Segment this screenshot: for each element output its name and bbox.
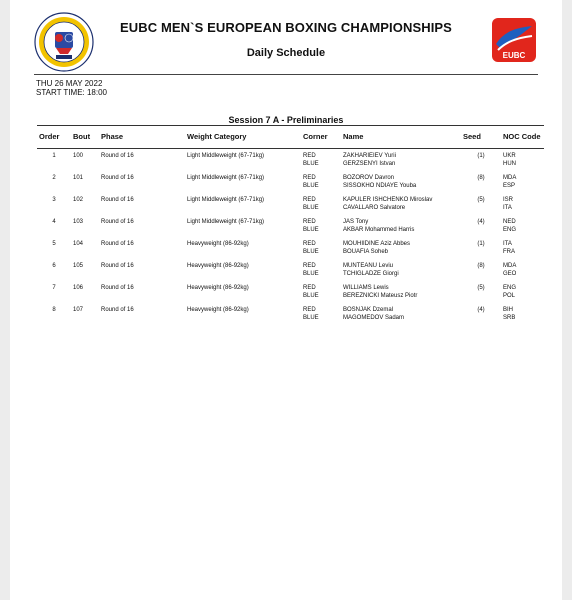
order-value: 6 <box>52 263 56 269</box>
noc-red: MDA <box>503 263 517 269</box>
boxer-name-red: MUNTEANU Leviu <box>343 263 394 269</box>
noc-cell <box>501 281 544 303</box>
order-value: 1 <box>52 153 56 159</box>
order-cell <box>37 215 71 237</box>
corner-red: RED <box>303 197 316 203</box>
weight-category: Light Middleweight (67-71kg) <box>187 219 265 225</box>
order-value: 5 <box>52 241 56 247</box>
table-row <box>37 237 544 259</box>
phase-value: Round of 16 <box>101 241 134 247</box>
phase-value: Round of 16 <box>101 175 134 181</box>
corner-blue: BLUE <box>303 161 319 167</box>
weight-category: Light Middleweight (67-71kg) <box>187 175 265 181</box>
weight-category: Heavyweight (86-92kg) <box>187 263 249 269</box>
boxer-name-red: MOUHIIDINE Aziz Abbes <box>343 241 411 247</box>
corner-red: RED <box>303 307 316 313</box>
phase-cell <box>99 237 185 259</box>
bout-cell <box>71 303 99 325</box>
order-value: 3 <box>52 197 56 203</box>
phase-cell <box>99 281 185 303</box>
eubc-logo-text: EUBC <box>502 51 526 60</box>
corner-red: RED <box>303 241 316 247</box>
order-cell <box>37 171 71 193</box>
noc-blue: ESP <box>503 183 516 189</box>
corner-cell <box>301 193 341 215</box>
seed-red: (5) <box>477 197 485 203</box>
seed-red: (1) <box>477 241 485 247</box>
bout-number: 107 <box>73 307 84 313</box>
seed-cell <box>461 259 501 281</box>
corner-red: RED <box>303 153 316 159</box>
corner-blue: BLUE <box>303 183 319 189</box>
name-cell <box>341 171 461 193</box>
bout-cell <box>71 149 99 172</box>
seed-red: (5) <box>477 285 485 291</box>
name-cell <box>341 237 461 259</box>
phase-cell <box>99 303 185 325</box>
bout-cell <box>71 259 99 281</box>
bout-number: 103 <box>73 219 84 225</box>
name-cell <box>341 259 461 281</box>
order-cell <box>37 149 71 172</box>
boxer-name-blue: BEREZNICKI Mateusz Piotr <box>343 293 418 299</box>
weight-cell <box>185 259 301 281</box>
phase-cell <box>99 193 185 215</box>
noc-red: BIH <box>503 307 514 313</box>
noc-cell <box>501 171 544 193</box>
order-cell <box>37 259 71 281</box>
weight-cell <box>185 171 301 193</box>
weight-category: Heavyweight (86-92kg) <box>187 241 249 247</box>
boxer-name-red: KAPULER ISHCHENKO Miroslav <box>343 197 433 203</box>
phase-value: Round of 16 <box>101 285 134 291</box>
seed-cell <box>461 237 501 259</box>
bout-number: 105 <box>73 263 84 269</box>
weight-cell <box>185 303 301 325</box>
bout-cell <box>71 215 99 237</box>
noc-blue: GEO <box>503 271 517 277</box>
corner-blue: BLUE <box>303 227 319 233</box>
corner-blue: BLUE <box>303 315 319 321</box>
session-title: Session 7 A - Preliminaries <box>228 115 344 125</box>
eubc-logo <box>492 18 536 62</box>
weight-cell <box>185 149 301 172</box>
weight-cell <box>185 237 301 259</box>
corner-cell <box>301 171 341 193</box>
noc-cell <box>501 149 544 172</box>
bout-cell <box>71 193 99 215</box>
weight-category: Light Middleweight (67-71kg) <box>187 153 265 159</box>
order-cell <box>37 281 71 303</box>
name-cell <box>341 215 461 237</box>
noc-blue: POL <box>503 293 516 299</box>
corner-red: RED <box>303 285 316 291</box>
start-time: START TIME: 18:00 <box>36 88 107 97</box>
corner-blue: BLUE <box>303 271 319 277</box>
table-row <box>37 171 544 193</box>
noc-red: NED <box>503 219 516 225</box>
order-value: 8 <box>52 307 56 313</box>
table-header-row <box>37 126 544 149</box>
bout-cell <box>71 281 99 303</box>
noc-blue: ENG <box>503 227 517 233</box>
noc-red: ITA <box>503 241 512 247</box>
phase-value: Round of 16 <box>101 263 134 269</box>
seed-cell <box>461 193 501 215</box>
corner-cell <box>301 237 341 259</box>
noc-blue: FRA <box>503 249 515 255</box>
name-cell <box>341 303 461 325</box>
seed-blue: (8) <box>477 263 485 269</box>
name-cell <box>341 193 461 215</box>
weight-cell <box>185 215 301 237</box>
order-value: 4 <box>52 219 56 225</box>
noc-red: ISR <box>503 197 514 203</box>
phase-cell <box>99 259 185 281</box>
name-cell <box>341 281 461 303</box>
corner-cell <box>301 259 341 281</box>
weight-cell <box>185 193 301 215</box>
corner-blue: BLUE <box>303 205 319 211</box>
boxer-name-blue: CAVALLARO Salvatore <box>343 205 406 211</box>
page-title: EUBC MEN`S EUROPEAN BOXING CHAMPIONSHIPS <box>120 20 452 35</box>
column-header-name: Name <box>341 126 461 149</box>
phase-value: Round of 16 <box>101 197 134 203</box>
corner-cell <box>301 215 341 237</box>
noc-cell <box>501 193 544 215</box>
noc-blue: HUN <box>503 161 516 167</box>
order-cell <box>37 193 71 215</box>
noc-blue: ITA <box>503 205 512 211</box>
phase-value: Round of 16 <box>101 153 134 159</box>
column-header-phase: Phase <box>99 126 185 149</box>
boxer-name-red: BOSNJAK Dzemal <box>343 307 394 313</box>
noc-cell <box>501 259 544 281</box>
boxer-name-blue: BOUAFIA Soheb <box>343 249 389 255</box>
order-cell <box>37 303 71 325</box>
bout-number: 100 <box>73 153 84 159</box>
bout-number: 106 <box>73 285 84 291</box>
boxer-name-blue: GERZSENYI Istvan <box>343 161 396 167</box>
document-page <box>10 0 562 600</box>
seed-cell <box>461 149 501 172</box>
weight-cell <box>185 281 301 303</box>
event-date: THU 26 MAY 2022 <box>36 79 103 88</box>
boxer-name-blue: SISSOKHO NDIAYE Youba <box>343 183 417 189</box>
boxer-name-blue: TCHIGLADZE Giorgi <box>343 271 399 277</box>
noc-red: UKR <box>503 153 516 159</box>
seed-red: (1) <box>477 153 485 159</box>
boxer-name-blue: AKBAR Mohammed Harris <box>343 227 415 233</box>
column-header-seed: Seed <box>461 126 501 149</box>
noc-cell <box>501 237 544 259</box>
column-header-noc-line2: Code <box>521 132 541 141</box>
seed-blue: (8) <box>477 175 485 181</box>
bout-cell <box>71 237 99 259</box>
bout-cell <box>71 171 99 193</box>
bout-number: 101 <box>73 175 84 181</box>
corner-cell <box>301 149 341 172</box>
table-row <box>37 281 544 303</box>
corner-cell <box>301 303 341 325</box>
bout-number: 102 <box>73 197 84 203</box>
phase-value: Round of 16 <box>101 307 134 313</box>
seed-cell <box>461 303 501 325</box>
boxer-name-red: BOZOROV Davron <box>343 175 395 181</box>
column-header-bout: Bout <box>71 126 99 149</box>
weight-category: Heavyweight (86-92kg) <box>187 307 249 313</box>
name-cell <box>341 149 461 172</box>
seed-blue: (4) <box>477 307 485 313</box>
header-divider <box>34 74 538 75</box>
table-row <box>37 259 544 281</box>
corner-red: RED <box>303 219 316 225</box>
table-row <box>37 215 544 237</box>
boxer-name-blue: MAGOMEDOV Sadam <box>343 315 405 321</box>
noc-cell <box>501 303 544 325</box>
column-header-order: Order <box>37 126 71 149</box>
column-header-corner: Corner <box>301 126 341 149</box>
table-row <box>37 303 544 325</box>
boxer-name-red: ZAKHARIEIEV Yurii <box>343 153 396 159</box>
table-row <box>37 149 544 172</box>
noc-red: ENG <box>503 285 517 291</box>
table-row <box>37 193 544 215</box>
corner-red: RED <box>303 175 316 181</box>
noc-blue: SRB <box>503 315 516 321</box>
seed-cell <box>461 171 501 193</box>
corner-cell <box>301 281 341 303</box>
phase-cell <box>99 149 185 172</box>
column-header-weight: Weight Category <box>185 126 301 149</box>
phase-value: Round of 16 <box>101 219 134 225</box>
seed-blue: (4) <box>477 219 485 225</box>
page-subtitle: Daily Schedule <box>246 47 326 59</box>
boxer-name-red: WILLIAMS Lewis <box>343 285 389 291</box>
corner-red: RED <box>303 263 316 269</box>
phase-cell <box>99 215 185 237</box>
noc-cell <box>501 215 544 237</box>
column-header-noc <box>501 126 544 149</box>
bout-number: 104 <box>73 241 84 247</box>
order-value: 2 <box>52 175 56 181</box>
phase-cell <box>99 171 185 193</box>
order-value: 7 <box>52 285 56 291</box>
schedule-table <box>37 125 544 325</box>
corner-blue: BLUE <box>303 293 319 299</box>
noc-red: MDA <box>503 175 517 181</box>
order-cell <box>37 237 71 259</box>
corner-blue: BLUE <box>303 249 319 255</box>
weight-category: Heavyweight (86-92kg) <box>187 285 249 291</box>
weight-category: Light Middleweight (67-71kg) <box>187 197 265 203</box>
column-header-noc-line1: NOC <box>503 132 520 141</box>
boxer-name-red: JAS Tony <box>343 219 369 225</box>
seed-cell <box>461 215 501 237</box>
seed-cell <box>461 281 501 303</box>
